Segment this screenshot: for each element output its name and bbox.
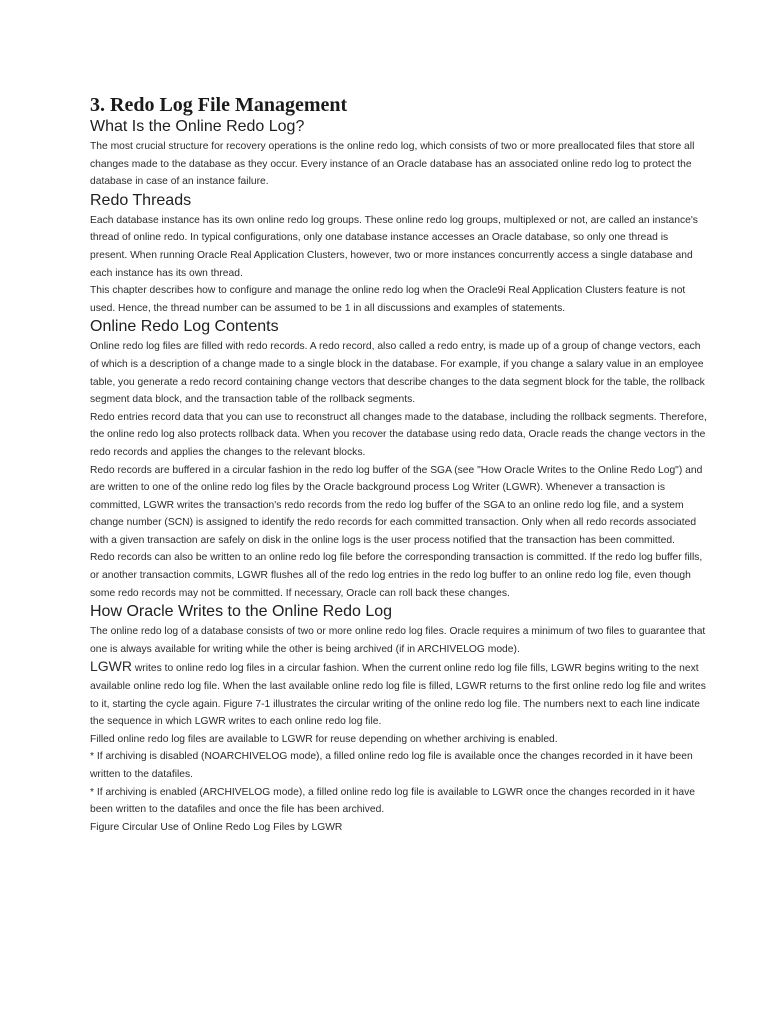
paragraph: Redo records can also be written to an online redo log file before the corresponding transaction is committed. If the redo log buffer fills, or another transaction commits, LGWR flushes all of the redo log entries in the redo log buffer to an online redo log file, even though some redo records may not be committed. If necessary, Oracle can roll back these changes. [90,552,703,599]
section-heading: Online Redo Log Contents [90,318,279,336]
paragraph-lgwr [90,658,708,730]
paragraph: Redo records are buffered in a circular fashion in the redo log buffer of the SGA (see "How Oracle Writes to the Online Redo Log") and are written to one of the online redo log files by the Oracle background process Log Writer (LGWR). Whenever a transaction is committed, LGWR writes the transaction's redo records from the redo log buffer of the SGA to an online redo log file, and a system change number (SCN) is assigned to identify the redo records for each committed transaction. Only when all redo records associated with a given transaction are safely on disk in the online logs is the user process notified that the transaction has been committed. [90,464,703,546]
section-heading: What Is the Online Redo Log? [90,118,305,135]
paragraph: The most crucial structure for recovery operations is the online redo log, which consists of two or more preallocated files that store all changes made to the database as they occur. Every instance of an Oracle database has an associated online redo log to protect the database in case of an instance failure. [90,141,695,188]
paragraph: * If archiving is enabled (ARCHIVELOG mode), a filled online redo log file is available to LGWR once the changes recorded in it have been written to the datafiles and once the file has been archived. [90,786,695,816]
section-heading: How Oracle Writes to the Online Redo Log [90,603,393,621]
paragraph: The online redo log of a database consists of two or more online redo log files. Oracle requires a minimum of two files to guarantee that one is always available for writing while the other is being archived (if in ARCHIVELOG mode). [90,626,706,655]
paragraph: Filled online redo log files are available to LGWR for reuse depending on whether archiving is enabled. [90,733,558,745]
paragraph: This chapter describes how to configure and manage the online redo log when the Oracle9i Real Application Clusters feature is not used. Hence, the thread number can be assumed to be 1 in all discussions and examples of statements. [90,285,686,314]
paragraph: Online redo log files are filled with redo records. A redo record, also called a redo entry, is made up of a group of change vectors, each of which is a description of a change made to a single block in the database. For example, if you change a salary value in an employee table, you generate a redo record containing change vectors that describe changes to the data segment block for the table, the rollback segment data block, and the transaction table of the rollback segments. [90,341,705,406]
paragraph: Redo entries record data that you can use to reconstruct all changes made to the database, including the rollback segments. Therefore, the online redo log also protects rollback data. When you recover the database using redo data, Oracle reads the change vectors in the redo records and applies the changes to the relevant blocks. [90,411,707,458]
section-what-is-redo-log [90,117,708,191]
figure-caption: Figure Circular Use of Online Redo Log Files by LGWR [90,821,343,833]
paragraph: Each database instance has its own online redo log groups. These online redo log groups, multiplexed or not, are called an instance's thread of online redo. In typical configurations, only one database instance accesses an Oracle database, so only one thread is present. When running Oracle Real Application Clusters, however, two or more instances concurrently access a single database and each instance has its own thread. [90,214,698,279]
paragraph: * If archiving is disabled (NOARCHIVELOG mode), a filled online redo log file is available once the changes recorded in it have been written to the datafiles. [90,751,693,780]
section-redo-threads [90,191,708,318]
page-title: 3. Redo Log File Management [90,94,348,116]
lgwr-lead-word: LGWR [90,658,132,675]
section-heading: Redo Threads [90,191,192,209]
section-redo-log-contents [90,317,708,602]
section-how-oracle-writes [90,602,708,836]
lgwr-text: writes to online redo log files in a circular fashion. When the current online redo log file fills, LGWR begins writing to the next available online redo log file. When the last available online redo log file is filled, LGWR returns to the first online redo log file and writes to it, starting the cycle again. Figure 7-1 illustrates the circular writing of the online redo log file. The numbers next to each line indicate the sequence in which LGWR writes to each online redo log file. [90,663,706,728]
